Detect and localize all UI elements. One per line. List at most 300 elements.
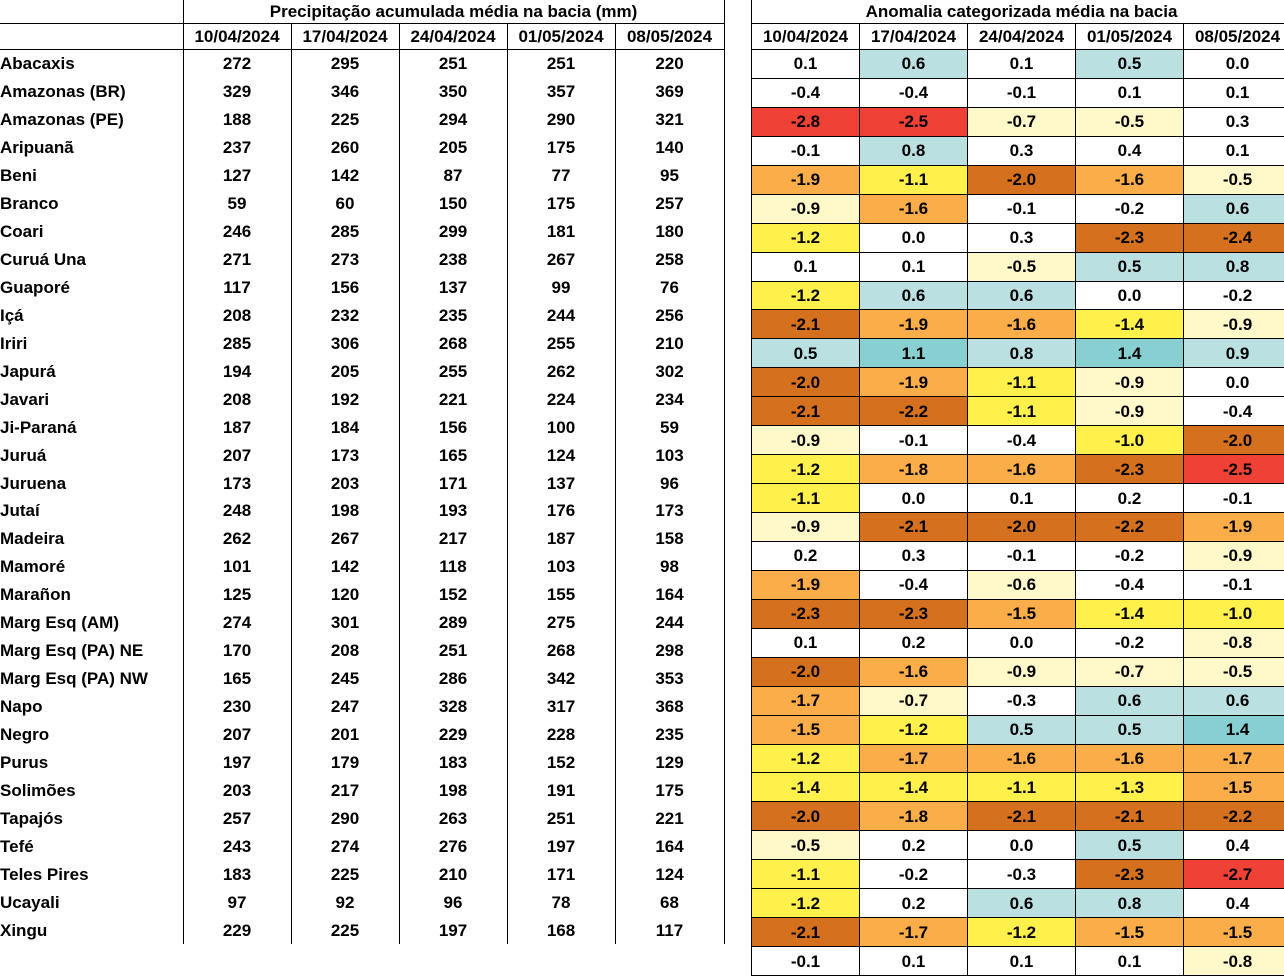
basin-name: Javari (0, 385, 183, 413)
basin-name: Madeira (0, 525, 183, 553)
precip-value: 142 (291, 162, 399, 190)
anomaly-date-header: 10/04/2024 (752, 24, 860, 50)
anomaly-value: 0.8 (860, 136, 968, 165)
anomaly-value: -0.9 (1184, 310, 1284, 339)
table-row (0, 497, 724, 525)
anomaly-value: 0.5 (1076, 50, 1184, 79)
precip-value: 289 (399, 609, 507, 637)
anomaly-value: -0.8 (1184, 628, 1284, 657)
basin-name: Purus (0, 748, 183, 776)
precip-value: 171 (507, 860, 615, 888)
precip-value: 230 (183, 693, 291, 721)
precip-value: 97 (183, 888, 291, 916)
anomaly-value: 1.4 (1076, 339, 1184, 368)
basin-name: Japurá (0, 357, 183, 385)
precip-value: 201 (291, 721, 399, 749)
precip-value: 173 (615, 497, 724, 525)
anomaly-value: 0.2 (860, 831, 968, 860)
table-row (0, 832, 724, 860)
anomaly-value: -0.2 (860, 860, 968, 889)
basin-name: Ucayali (0, 888, 183, 916)
table-row (0, 860, 724, 888)
table-row (752, 194, 1284, 223)
table-row (752, 513, 1284, 542)
anomaly-value: 0.1 (968, 947, 1076, 976)
anomaly-title: Anomalia categorizada média na bacia (752, 0, 1284, 24)
anomaly-value: -1.6 (1076, 744, 1184, 773)
anomaly-value: 0.1 (968, 484, 1076, 513)
precip-value: 194 (183, 357, 291, 385)
anomaly-value: -1.2 (752, 455, 860, 484)
anomaly-date-header: 08/05/2024 (1184, 24, 1284, 50)
anomaly-value: 0.1 (1076, 947, 1184, 976)
anomaly-value: -1.7 (860, 744, 968, 773)
precip-value: 152 (399, 581, 507, 609)
anomaly-value: -0.8 (1184, 947, 1284, 976)
table-row (0, 78, 724, 106)
anomaly-value: -0.5 (1184, 165, 1284, 194)
precip-value: 158 (615, 525, 724, 553)
corner-cell (0, 0, 183, 24)
anomaly-value: -0.5 (1184, 657, 1284, 686)
anomaly-value: -1.6 (968, 744, 1076, 773)
precip-value: 255 (399, 357, 507, 385)
anomaly-value: 0.0 (860, 484, 968, 513)
precip-value: 181 (507, 218, 615, 246)
precip-value: 100 (507, 413, 615, 441)
anomaly-value: 0.5 (1076, 715, 1184, 744)
precip-value: 256 (615, 301, 724, 329)
anomaly-value: -1.5 (752, 715, 860, 744)
table-row (0, 665, 724, 693)
anomaly-value: -2.2 (1076, 513, 1184, 542)
precip-value: 235 (615, 721, 724, 749)
anomaly-value: -2.0 (1184, 426, 1284, 455)
precip-value: 317 (507, 693, 615, 721)
basin-name: Marañon (0, 581, 183, 609)
precip-value: 273 (291, 246, 399, 274)
anomaly-value: -1.1 (968, 773, 1076, 802)
anomaly-value: -2.7 (1184, 860, 1284, 889)
anomaly-value: 0.1 (752, 50, 860, 79)
anomaly-value: -2.3 (1076, 223, 1184, 252)
table-row (0, 357, 724, 385)
table-row (0, 274, 724, 302)
basin-name: Xingu (0, 916, 183, 944)
anomaly-value: -2.1 (1076, 802, 1184, 831)
basin-name: Ji-Paraná (0, 413, 183, 441)
anomaly-value: -1.0 (1184, 599, 1284, 628)
anomaly-value: 0.0 (1184, 50, 1284, 79)
precipitation-title: Precipitação acumulada média na bacia (mm) (183, 0, 724, 24)
table-row (0, 50, 724, 78)
anomaly-value: -0.9 (1184, 541, 1284, 570)
table-row (0, 469, 724, 497)
anomaly-value: -0.2 (1076, 628, 1184, 657)
table-row (752, 657, 1284, 686)
precip-value: 150 (399, 190, 507, 218)
anomaly-value: -1.9 (860, 310, 968, 339)
anomaly-value: -0.4 (1184, 397, 1284, 426)
anomaly-value: 0.1 (968, 50, 1076, 79)
anomaly-value: 0.0 (860, 223, 968, 252)
table-row (0, 218, 724, 246)
anomaly-value: -1.0 (1076, 426, 1184, 455)
precip-value: 255 (507, 329, 615, 357)
precip-value: 274 (291, 832, 399, 860)
anomaly-value: 0.8 (1184, 252, 1284, 281)
precip-value: 165 (399, 441, 507, 469)
anomaly-value: -2.1 (752, 310, 860, 339)
anomaly-value: 0.6 (968, 889, 1076, 918)
table-row (752, 136, 1284, 165)
precip-value: 245 (291, 665, 399, 693)
precip-value: 225 (291, 106, 399, 134)
anomaly-value: 0.0 (1184, 368, 1284, 397)
precip-value: 275 (507, 609, 615, 637)
precip-value: 224 (507, 385, 615, 413)
precip-value: 183 (399, 748, 507, 776)
anomaly-value: -0.4 (860, 570, 968, 599)
anomaly-value: -1.8 (860, 802, 968, 831)
anomaly-value: -0.5 (968, 252, 1076, 281)
anomaly-value: -0.4 (968, 426, 1076, 455)
basin-name: Jutaí (0, 497, 183, 525)
basin-name: Coari (0, 218, 183, 246)
anomaly-value: 0.1 (1184, 136, 1284, 165)
precip-value: 197 (183, 748, 291, 776)
precip-value: 173 (183, 469, 291, 497)
table-row (0, 804, 724, 832)
anomaly-value: -0.1 (968, 541, 1076, 570)
precip-value: 229 (183, 916, 291, 944)
table-row (752, 541, 1284, 570)
precip-value: 290 (291, 804, 399, 832)
precip-value: 232 (291, 301, 399, 329)
anomaly-value: 0.0 (1076, 281, 1184, 310)
anomaly-value: -0.7 (860, 686, 968, 715)
anomaly-value: -2.4 (1184, 223, 1284, 252)
anomaly-value: 0.3 (1184, 107, 1284, 136)
anomaly-value: -0.3 (968, 860, 1076, 889)
anomaly-value: -1.9 (752, 570, 860, 599)
anomaly-value: -1.2 (752, 223, 860, 252)
anomaly-value: 0.2 (1076, 484, 1184, 513)
table-row (752, 281, 1284, 310)
basin-name: Teles Pires (0, 860, 183, 888)
anomaly-value: -0.4 (1076, 570, 1184, 599)
precip-value: 346 (291, 78, 399, 106)
precip-value: 217 (399, 525, 507, 553)
precip-value: 124 (507, 441, 615, 469)
table-row (752, 310, 1284, 339)
precip-value: 294 (399, 106, 507, 134)
anomaly-value: -1.7 (1184, 744, 1284, 773)
anomaly-value: -1.6 (860, 194, 968, 223)
anomaly-value: 0.3 (968, 136, 1076, 165)
anomaly-value: -1.3 (1076, 773, 1184, 802)
table-row (752, 686, 1284, 715)
precip-value: 357 (507, 78, 615, 106)
anomaly-value: -0.9 (968, 657, 1076, 686)
precip-value: 156 (291, 274, 399, 302)
precip-value: 244 (615, 609, 724, 637)
precip-value: 342 (507, 665, 615, 693)
precip-date-header: 17/04/2024 (291, 24, 399, 50)
anomaly-value: -2.1 (752, 918, 860, 947)
basin-name: Branco (0, 190, 183, 218)
anomaly-value: -2.0 (752, 368, 860, 397)
anomaly-value: 0.6 (968, 281, 1076, 310)
anomaly-value: -1.6 (968, 310, 1076, 339)
anomaly-value: -1.7 (752, 686, 860, 715)
precip-value: 290 (507, 106, 615, 134)
anomaly-value: -1.1 (968, 397, 1076, 426)
precip-value: 329 (183, 78, 291, 106)
precip-value: 251 (507, 804, 615, 832)
precip-value: 353 (615, 665, 724, 693)
anomaly-value: -2.2 (860, 397, 968, 426)
anomaly-value: -2.0 (968, 513, 1076, 542)
table-row (0, 525, 724, 553)
anomaly-value: -0.7 (968, 107, 1076, 136)
anomaly-value: 0.1 (752, 628, 860, 657)
precip-value: 125 (183, 581, 291, 609)
anomaly-value: -2.8 (752, 107, 860, 136)
precip-value: 95 (615, 162, 724, 190)
precip-value: 267 (507, 246, 615, 274)
table-row (752, 947, 1284, 976)
anomaly-value: -1.7 (860, 918, 968, 947)
precip-value: 77 (507, 162, 615, 190)
anomaly-value: -2.3 (752, 599, 860, 628)
precip-value: 198 (399, 776, 507, 804)
precip-value: 268 (399, 329, 507, 357)
precip-value: 262 (183, 525, 291, 553)
basin-name: Marg Esq (AM) (0, 609, 183, 637)
precip-value: 246 (183, 218, 291, 246)
anomaly-value: -0.1 (968, 78, 1076, 107)
anomaly-value: 0.1 (1184, 78, 1284, 107)
precip-value: 208 (183, 385, 291, 413)
precip-value: 274 (183, 609, 291, 637)
anomaly-value: -0.9 (752, 513, 860, 542)
basin-name: Tefé (0, 832, 183, 860)
precip-value: 244 (507, 301, 615, 329)
precip-value: 179 (291, 748, 399, 776)
precip-value: 228 (507, 721, 615, 749)
precip-value: 165 (183, 665, 291, 693)
anomaly-value: -0.7 (1076, 657, 1184, 686)
anomaly-value: -1.1 (860, 165, 968, 194)
precip-value: 68 (615, 888, 724, 916)
basin-name: Amazonas (PE) (0, 106, 183, 134)
table-row (752, 78, 1284, 107)
precip-value: 129 (615, 748, 724, 776)
anomaly-value: 0.4 (1184, 889, 1284, 918)
precip-value: 99 (507, 274, 615, 302)
precip-value: 140 (615, 134, 724, 162)
anomaly-value: -2.5 (1184, 455, 1284, 484)
table-row (0, 721, 724, 749)
anomaly-value: 0.1 (860, 252, 968, 281)
precip-date-header: 08/05/2024 (615, 24, 724, 50)
table-row (0, 888, 724, 916)
anomaly-value: 0.5 (752, 339, 860, 368)
precip-value: 156 (399, 413, 507, 441)
anomaly-value: 0.5 (968, 715, 1076, 744)
anomaly-value: -1.2 (968, 918, 1076, 947)
basin-name: Solimões (0, 776, 183, 804)
anomaly-value: -2.3 (1076, 455, 1184, 484)
precip-value: 251 (399, 50, 507, 78)
anomaly-value: -1.4 (1076, 599, 1184, 628)
precip-value: 263 (399, 804, 507, 832)
anomaly-value: 0.8 (968, 339, 1076, 368)
anomaly-value: -2.5 (860, 107, 968, 136)
table-row (752, 252, 1284, 281)
anomaly-value: 0.5 (1076, 831, 1184, 860)
precip-value: 368 (615, 693, 724, 721)
anomaly-value: 0.2 (752, 541, 860, 570)
precip-value: 221 (615, 804, 724, 832)
precip-value: 101 (183, 553, 291, 581)
basin-name: Iriri (0, 329, 183, 357)
anomaly-value: -1.1 (752, 860, 860, 889)
precip-value: 187 (507, 525, 615, 553)
precip-value: 210 (399, 860, 507, 888)
precip-value: 298 (615, 637, 724, 665)
table-row (0, 776, 724, 804)
table-row (0, 162, 724, 190)
basin-name: Guaporé (0, 274, 183, 302)
anomaly-value: -1.1 (752, 484, 860, 513)
table-row (752, 50, 1284, 79)
precip-value: 285 (291, 218, 399, 246)
anomaly-value: -0.9 (1076, 397, 1184, 426)
anomaly-value: 0.0 (968, 628, 1076, 657)
anomaly-value: -1.9 (752, 165, 860, 194)
basin-name: Juruena (0, 469, 183, 497)
anomaly-value: -0.1 (752, 136, 860, 165)
anomaly-value: -2.0 (752, 802, 860, 831)
table-row (752, 397, 1284, 426)
table-row (752, 339, 1284, 368)
basin-name: Napo (0, 693, 183, 721)
precip-value: 98 (615, 553, 724, 581)
precip-value: 87 (399, 162, 507, 190)
anomaly-value: -0.5 (1076, 107, 1184, 136)
precip-value: 225 (291, 916, 399, 944)
precip-value: 301 (291, 609, 399, 637)
table-row (0, 581, 724, 609)
precip-value: 175 (507, 134, 615, 162)
table-row (752, 831, 1284, 860)
precip-value: 295 (291, 50, 399, 78)
precip-value: 117 (615, 916, 724, 944)
precip-value: 243 (183, 832, 291, 860)
anomaly-value: -2.0 (968, 165, 1076, 194)
precip-value: 96 (399, 888, 507, 916)
precip-value: 272 (183, 50, 291, 78)
precip-value: 188 (183, 106, 291, 134)
precip-date-header: 10/04/2024 (183, 24, 291, 50)
precip-value: 208 (291, 637, 399, 665)
anomaly-value: 0.4 (1184, 831, 1284, 860)
table-row (0, 190, 724, 218)
table-row (752, 773, 1284, 802)
anomaly-value: -0.2 (1076, 194, 1184, 223)
precip-value: 248 (183, 497, 291, 525)
precip-value: 217 (291, 776, 399, 804)
precip-value: 164 (615, 832, 724, 860)
precip-value: 207 (183, 441, 291, 469)
anomaly-value: -1.6 (968, 455, 1076, 484)
anomaly-value: -1.6 (1076, 165, 1184, 194)
table-row (0, 134, 724, 162)
precip-value: 137 (507, 469, 615, 497)
precip-value: 180 (615, 218, 724, 246)
table-row (752, 223, 1284, 252)
precip-value: 285 (183, 329, 291, 357)
precip-value: 127 (183, 162, 291, 190)
anomaly-value: -0.4 (752, 78, 860, 107)
anomaly-value: -1.5 (968, 599, 1076, 628)
anomaly-value: -2.1 (752, 397, 860, 426)
precip-value: 328 (399, 693, 507, 721)
basin-name: Beni (0, 162, 183, 190)
precip-value: 220 (615, 50, 724, 78)
anomaly-value: -1.4 (1076, 310, 1184, 339)
precip-value: 103 (615, 441, 724, 469)
precip-value: 234 (615, 385, 724, 413)
table-row (0, 637, 724, 665)
anomaly-value: 0.9 (1184, 339, 1284, 368)
precip-date-header: 01/05/2024 (507, 24, 615, 50)
table-row (0, 553, 724, 581)
table-row (752, 165, 1284, 194)
precip-value: 155 (507, 581, 615, 609)
table-row (752, 889, 1284, 918)
precip-value: 251 (399, 637, 507, 665)
precip-value: 258 (615, 246, 724, 274)
basin-name: Tapajós (0, 804, 183, 832)
precip-value: 207 (183, 721, 291, 749)
precip-value: 197 (507, 832, 615, 860)
table-row (752, 570, 1284, 599)
precip-value: 203 (183, 776, 291, 804)
anomaly-value: -0.1 (752, 947, 860, 976)
anomaly-value: 0.5 (1076, 252, 1184, 281)
precip-value: 78 (507, 888, 615, 916)
table-row (752, 744, 1284, 773)
precip-value: 251 (507, 50, 615, 78)
anomaly-value: 0.3 (860, 541, 968, 570)
anomaly-value: 0.0 (968, 831, 1076, 860)
table-row (752, 628, 1284, 657)
precip-value: 267 (291, 525, 399, 553)
precip-value: 117 (183, 274, 291, 302)
table-row (752, 918, 1284, 947)
table-row (752, 484, 1284, 513)
table-row (752, 455, 1284, 484)
table-row (0, 413, 724, 441)
precip-value: 257 (183, 804, 291, 832)
precip-value: 262 (507, 357, 615, 385)
anomaly-value: 0.4 (1076, 136, 1184, 165)
anomaly-value: -1.5 (1184, 918, 1284, 947)
precip-value: 369 (615, 78, 724, 106)
